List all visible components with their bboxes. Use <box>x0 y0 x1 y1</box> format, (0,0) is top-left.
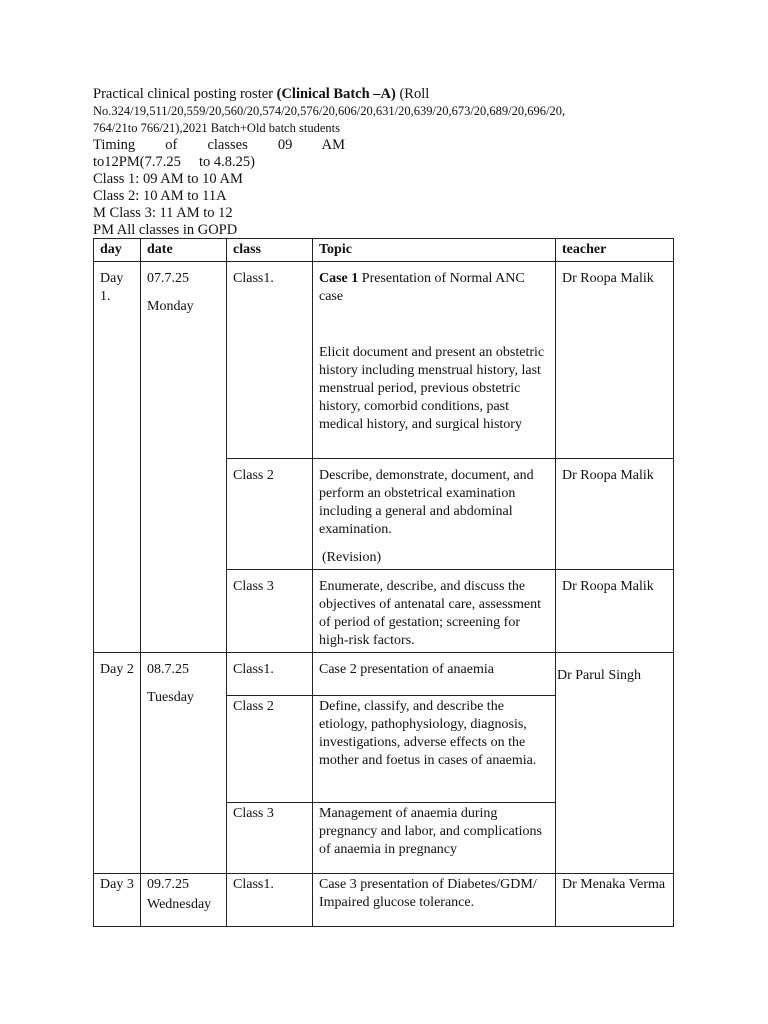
topic-note: (Revision) <box>322 550 382 565</box>
header-class: class <box>227 239 313 262</box>
roster-title: Practical clinical posting roster (Clinical Batch –A) (Roll <box>93 86 430 102</box>
table-row <box>94 874 674 927</box>
topic-cell <box>313 459 556 570</box>
topic-cell <box>313 262 556 459</box>
teacher-cell: Dr Roopa Malik <box>556 570 674 653</box>
class-cell: Class1. <box>227 653 313 696</box>
date-cell <box>141 262 227 653</box>
roll-numbers-line2: 764/21to 766/21),2021 Batch+Old batch students <box>93 121 340 135</box>
topic-cell: Define, classify, and describe the etiology, pathophysiology, diagnosis, investigations, adverse effects on the mother and foetus in cases of anaemia. <box>313 696 556 803</box>
topic-title: Case 1 Presentation of Normal ANC case <box>319 271 525 304</box>
topic-description: Elicit document and present an obstetric history including menstrual history, last menstrual period, previous obstetric history, comorbid conditions, past medical history, and surgical history <box>319 345 545 432</box>
day-cell: Day 1. <box>94 262 141 653</box>
date-value: 07.7.25 <box>147 271 189 286</box>
class-cell: Class 3 <box>227 803 313 874</box>
roster-header <box>93 86 653 239</box>
class-cell: Class1. <box>227 874 313 927</box>
class2-time: Class 2: 10 AM to 11A <box>93 188 227 204</box>
date-cell <box>141 874 227 927</box>
topic-cell: Case 2 presentation of anaemia <box>313 653 556 696</box>
location: PM All classes in GOPD <box>93 222 238 238</box>
class3-time: M Class 3: 11 AM to 12 <box>93 205 233 221</box>
class1-time: Class 1: 09 AM to 10 AM <box>93 171 243 187</box>
date-value: 09.7.25 <box>147 877 189 892</box>
topic-cell: Enumerate, describe, and discuss the objectives of antenatal care, assessment of period of gestation; screening for high-risk factors. <box>313 570 556 653</box>
header-topic: Topic <box>313 239 556 262</box>
weekday: Monday <box>147 299 194 314</box>
day-cell: Day 3 <box>94 874 141 927</box>
class-cell: Class1. <box>227 262 313 459</box>
weekday: Wednesday <box>147 897 212 912</box>
date-cell <box>141 653 227 874</box>
header-date: date <box>141 239 227 262</box>
header-day: day <box>94 239 141 262</box>
roll-numbers-line1: No.324/19,511/20,559/20,560/20,574/20,576/20,606/20,631/20,639/20,673/20,689/20,696/20, <box>93 104 566 118</box>
topic-cell: Management of anaemia during pregnancy and labor, and complications of anaemia in pregnancy <box>313 803 556 874</box>
teacher-cell: Dr Roopa Malik <box>556 459 674 570</box>
date-value: 08.7.25 <box>147 662 189 677</box>
day-cell: Day 2 <box>94 653 141 874</box>
timing-line1: Timing of classes 09 AM <box>93 137 345 153</box>
teacher-cell: Dr Menaka Verma <box>556 874 674 927</box>
class-cell: Class 2 <box>227 459 313 570</box>
teacher-cell: Dr Parul Singh <box>556 653 674 874</box>
class-cell: Class 2 <box>227 696 313 803</box>
schedule-table <box>93 238 674 927</box>
batch-name: (Clinical Batch –A) <box>276 86 396 102</box>
table-header-row <box>94 239 674 262</box>
table-row <box>94 653 674 696</box>
timing-line2: to12PM(7.7.25 to 4.8.25) <box>93 154 255 170</box>
table-row <box>94 262 674 459</box>
topic-description: Describe, demonstrate, document, and perform an obstetrical examination including a general and abdominal examination. <box>319 468 534 537</box>
teacher-cell: Dr Roopa Malik <box>556 262 674 459</box>
topic-cell: Case 3 presentation of Diabetes/GDM/ Impaired glucose tolerance. <box>313 874 556 927</box>
header-teacher: teacher <box>556 239 674 262</box>
weekday: Tuesday <box>147 690 194 705</box>
class-cell: Class 3 <box>227 570 313 653</box>
